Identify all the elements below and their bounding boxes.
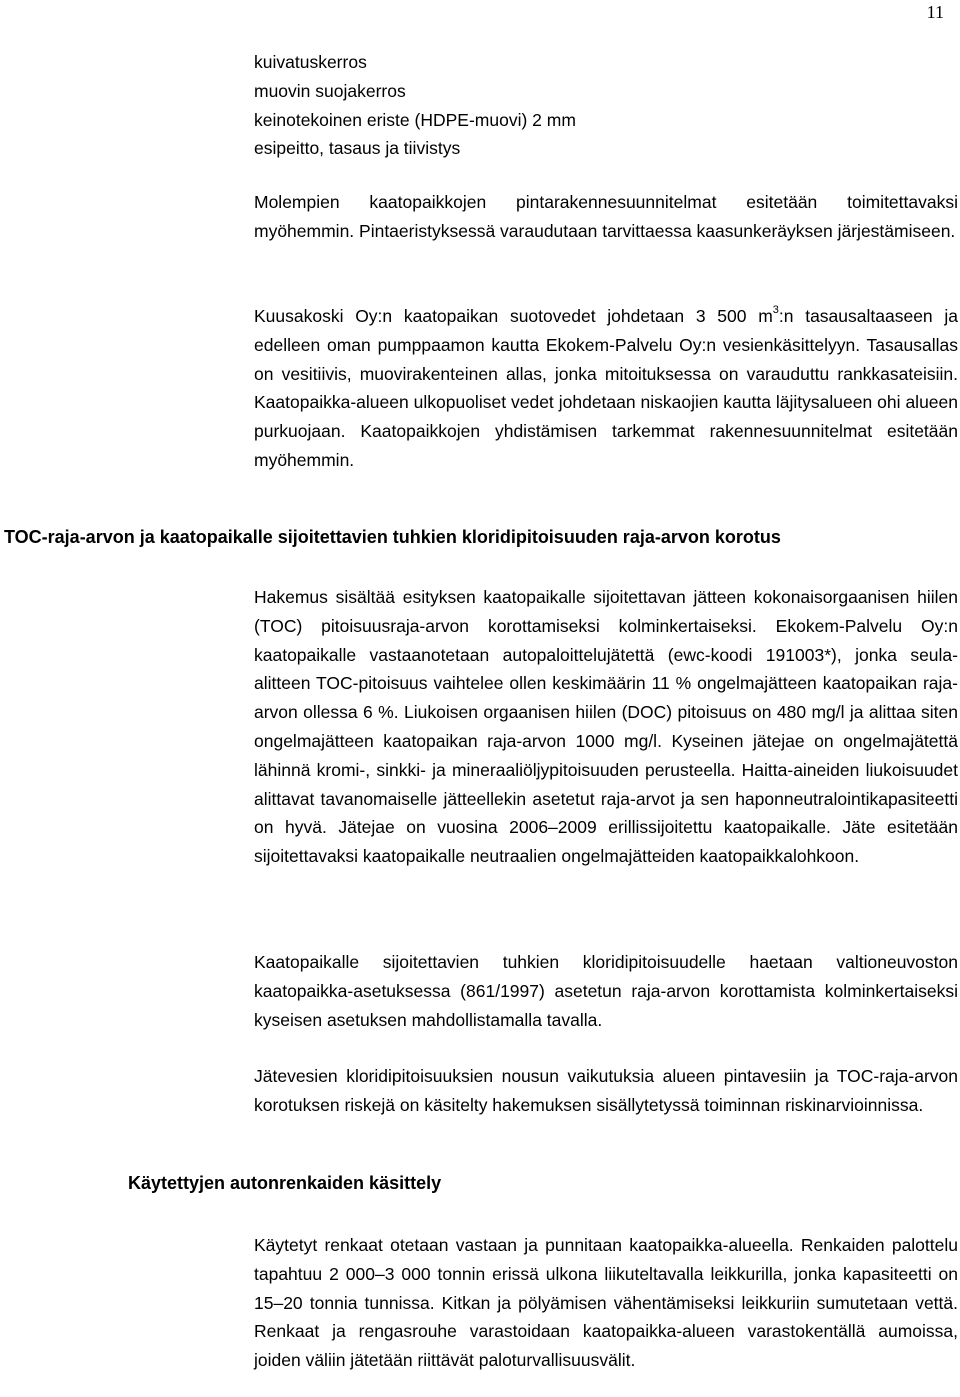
layer-list: [254, 48, 958, 163]
paragraph-chloride: Kaatopaikalle sijoitettavien tuhkien kloridipitoisuudelle haetaan valtioneuvoston kaatopaikka-asetuksessa (861/1997) asetetun raja-arvon korottamista kolminkertaiseksi kyseisen asetuksen mahdollistamalla tavalla.: [254, 952, 958, 1030]
layer-list-item: kuivatuskerros: [254, 52, 367, 72]
section-heading-toc: TOC-raja-arvon ja kaatopaikalle sijoitettavien tuhkien kloridipitoisuuden raja-arvon korotus: [4, 527, 781, 547]
superscript-cubic: 3: [772, 304, 779, 317]
section-heading-tires: Käytettyjen autonrenkaiden käsittely: [128, 1173, 442, 1193]
layer-list-item: esipeitto, tasaus ja tiivistys: [254, 138, 461, 159]
leachate-text-end: :n tasausaltaaseen ja edelleen oman pumppaamon kautta Ekokem-Palvelu Oy:n vesienkäsittelyyn. Tasausallas on vesitiivis, muovirakenteinen allas, jonka mitoituksessa on varauduttu rankkasateisiin. Kaatopaikka-alueen ulkopuoliset vedet johdetaan niskaojien kautta läjitysalueen ohi alueen purkuojaan. Kaatopaikkojen yhdistämisen tarkemmat rakennesuunnitelmat esitetään myöhemmin.: [254, 306, 958, 470]
layer-list-item: muovin suojakerros: [254, 80, 406, 101]
paragraph-toc: Hakemus sisältää esityksen kaatopaikalle sijoitettavan jätteen kokonaisorgaanisen hiilen (TOC) pitoisuusraja-arvon korottamiseksi kolminkertaiseksi. Ekokem-Palvelu Oy:n kaatopaikalle vastaanotetaan autopaloittelujätettä (ewc-koodi 191003*), jonka seula-alitteen TOC-pitoisuus vaihtelee ollen keskimäärin 11 % ongelmajätteen kaatopaikan raja-arvon ollessa 6 %. Liukoisen orgaanisen hiilen (DOC) pitoisuus on 480 mg/l ja alittaa siten ongelmajätteen kaatopaikan raja-arvon 1000 mg/l. Kyseinen jätejae on ongelmajätettä lähinnä kromi-, sinkki- ja mineraaliöljypitoisuuden perusteella. Haitta-aineiden liukoisuudet alittavat tavanomaiselle jätteellekin asetetut raja-arvot ja sen haponneutralointikapasiteetti on hyvä. Jätejae on vuosina 2006–2009 erillissijoitettu kaatopaikalle. Jäte esitetään sijoitettavaksi kaatopaikalle neutraalien ongelmajätteiden kaatopaikkalohkoon.: [254, 587, 958, 867]
layer-list-item: keinotekoinen eriste (HDPE-muovi) 2 mm: [254, 109, 576, 130]
page-number: 11: [926, 2, 944, 22]
paragraph-leachate: [254, 302, 958, 475]
paragraph-wastewater: Jätevesien kloridipitoisuuksien nousun vaikutuksia alueen pintavesiin ja TOC-raja-arvon korotuksen riskejä on käsitelty hakemuksen sisällytetyssä toiminnan riskinarvioinnissa.: [254, 1066, 958, 1115]
leachate-text-start: Kuusakoski Oy:n kaatopaikan suotovedet johdetaan 3 500 m: [254, 306, 773, 326]
paragraph-surface-plans: Molempien kaatopaikkojen pintarakennesuunnitelmat esitetään toimitettavaksi myöhemmin. Pintaeristyksessä varaudutaan tarvittaessa kaasunkeräyksen järjestämiseen.: [254, 192, 958, 241]
paragraph-tires: Käytetyt renkaat otetaan vastaan ja punnitaan kaatopaikka-alueella. Renkaiden palottelu tapahtuu 2 000–3 000 tonnin erissä ulkona liikuteltavalla leikkurilla, jonka kapasiteetti on 15–20 tonnia tunnissa. Kitkan ja pölyämisen vähentämiseksi leikkuriin sumutetaan vettä. Renkaat ja rengasrouhe varastoidaan kaatopaikka-alueen varastokentällä aumoissa, joiden väliin jätetään riittävät paloturvallisuusvälit.: [254, 1235, 958, 1371]
